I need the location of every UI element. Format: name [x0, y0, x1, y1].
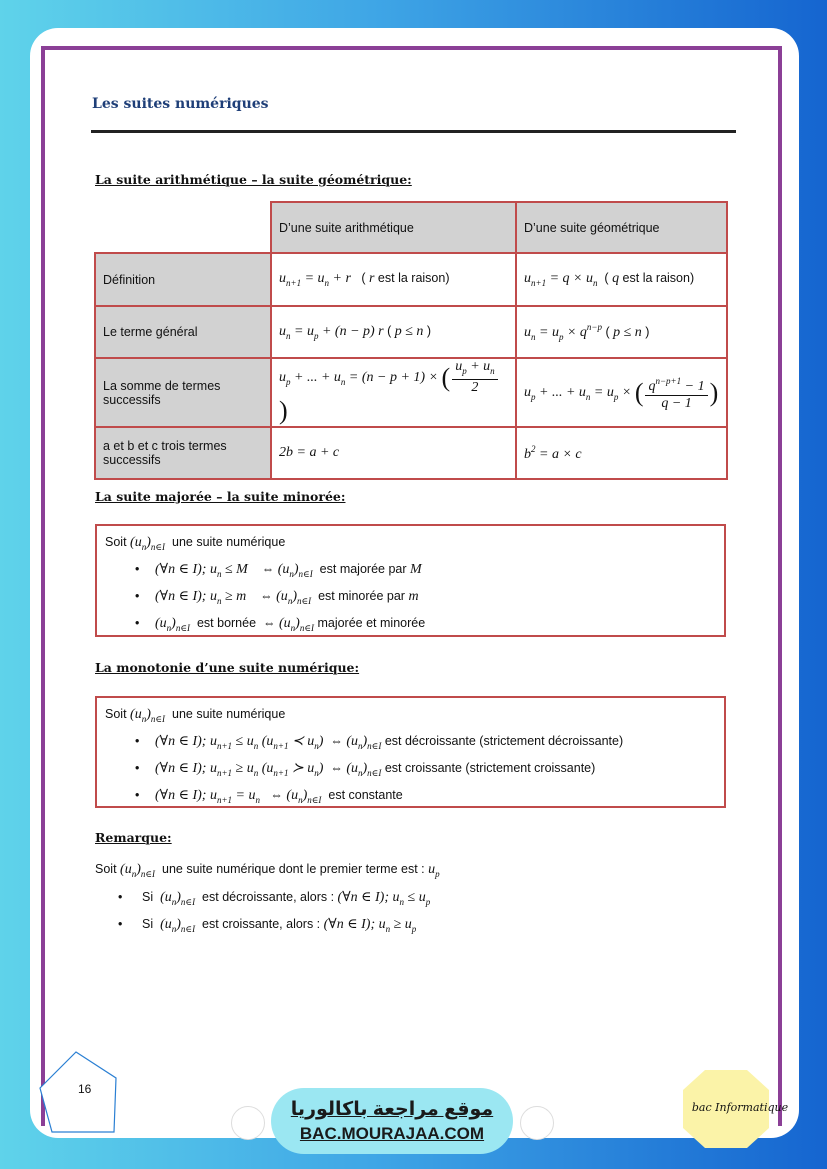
site-logo[interactable]	[271, 1088, 513, 1154]
table-row	[95, 306, 727, 358]
table-row	[95, 253, 727, 306]
formula-cell: $u_p$ + ... + $u_n = (n - p + 1)$ × ( $\frac{u_p + u_n}{2}$ )	[271, 358, 516, 427]
header-geo: D’une suite géométrique	[516, 202, 727, 253]
logo-badge-icon	[231, 1106, 265, 1140]
table-header-row	[95, 202, 727, 253]
section-heading-majoree-minoree: La suite majorée – la suite minorée:	[95, 489, 346, 504]
list-item: • (∀n ∈ I); $u_n \ge m$ ⇔ $(u_n)_{n\in I}$ est minorée par m	[105, 583, 716, 610]
list-item: Soit $(u_n)_{n\in I}$ une suite numérique	[105, 535, 286, 552]
site-url[interactable]: BAC.MOURAJAA.COM	[299, 1124, 485, 1143]
monotonie-box	[95, 696, 726, 808]
row-label: La somme de termes successifs	[95, 358, 271, 427]
formula-cell: $b^2 = a \times c$	[516, 427, 727, 479]
logo-badge-icon	[520, 1106, 554, 1140]
site-title-arabic: موقع مراجعة باكالوريا	[290, 1099, 494, 1120]
page-number: 16	[78, 1082, 92, 1096]
list-item: • (∀n ∈ I); $u_{n+1} \ge u_n$ ($u_{n+1}$ ≻ $u_n$) ⇔ $(u_n)_{n\in I}$ est croissante (strictement croissante)	[105, 755, 716, 782]
majoree-minoree-box	[95, 524, 726, 637]
list-item: • (∀n ∈ I); $u_{n+1} = u_n$ ⇔ $(u_n)_{n\in I}$ est constante	[105, 782, 716, 809]
title-divider	[91, 130, 736, 133]
page-title: Les suites numériques	[92, 96, 269, 112]
header-arith: D’une suite arithmétique	[271, 202, 516, 253]
formula-cell: $u_{n+1} = q \times u_n$ ( q est la raison)	[516, 253, 727, 306]
formula-cell: $u_n = u_p \times q^{n-p}$ ( p ≤ n )	[516, 306, 727, 358]
list-item: Soit $(u_n)_{n\in I}$ une suite numérique	[105, 707, 286, 724]
remarque-line: Soit $(u_n)_{n\in I}$ une suite numérique dont le premier terme est : $u_p$	[95, 862, 440, 879]
section-heading-monotonie: La monotonie d’une suite numérique:	[95, 660, 360, 675]
list-item: • $(u_n)_{n\in I}$ est bornée ⇔ $(u_n)_{n\in I}$ majorée et minorée	[105, 610, 716, 637]
row-label: Le terme général	[95, 306, 271, 358]
table-row	[95, 358, 727, 427]
formula-cell: $u_p$ + ... + $u_n = u_p$ × ( $\frac{q^{n-p+1} - 1}{q - 1}$ )	[516, 358, 727, 427]
list-item: • (∀n ∈ I); $u_{n+1} \le u_n$ ($u_{n+1}$ ≺ $u_n$) ⇔ $(u_n)_{n\in I}$ est décroissante (strictement décroissante)	[105, 728, 716, 755]
formula-cell: $u_n = u_p + (n - p)$ r ( p ≤ n )	[271, 306, 516, 358]
row-label: Définition	[95, 253, 271, 306]
table-row	[95, 427, 727, 479]
formula-cell: 2b = a + c	[271, 427, 516, 479]
badge-text: bac Informatique	[691, 1101, 789, 1114]
row-label: a et b et c trois termes successifs	[95, 427, 271, 479]
section-heading-arith-geo: La suite arithmétique – la suite géométrique:	[95, 172, 412, 187]
list-item: • Si $(u_n)_{n\in I}$ est décroissante, alors : (∀n ∈ I); $u_n \le u_p$	[118, 889, 430, 908]
remarque-heading: Remarque:	[95, 830, 172, 845]
formula-cell: $u_{n+1} = u_n + r$ ( r est la raison)	[271, 253, 516, 306]
list-item: • Si $(u_n)_{n\in I}$ est croissante, alors : (∀n ∈ I); $u_n \ge u_p$	[118, 916, 416, 935]
comparison-table	[94, 201, 728, 480]
list-item: • (∀n ∈ I); $u_n \le M$ ⇔ $(u_n)_{n\in I}$ est majorée par M	[105, 556, 716, 583]
